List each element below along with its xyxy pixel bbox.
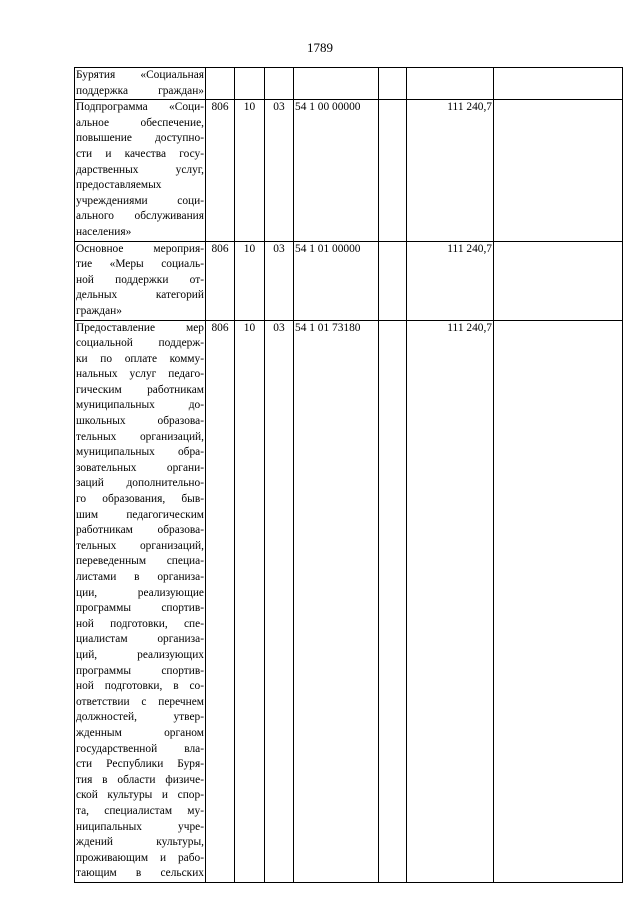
name-line: муниципальных обра- <box>76 446 204 459</box>
extra-cell <box>494 241 623 320</box>
name-line: поддержка граждан» <box>76 84 204 97</box>
extra-cell <box>494 100 623 241</box>
name-line: нальных услуг педаго- <box>76 368 204 381</box>
name-line: жденным органом <box>76 726 204 739</box>
amount-cell: 111 240,7 <box>407 241 494 320</box>
target-article-cell: 54 1 01 00000 <box>294 241 379 320</box>
name-line: повышение доступно- <box>76 132 204 145</box>
page-number: 1789 <box>307 40 333 55</box>
name-line: Основное мероприя- <box>76 242 204 255</box>
budget-table <box>74 67 623 883</box>
target-article-cell <box>294 68 379 100</box>
name-line: муниципальных до- <box>76 399 204 412</box>
subsection-cell: 03 <box>265 241 294 320</box>
name-line: ций, реализующих <box>76 648 204 661</box>
extra-cell <box>494 320 623 882</box>
name-line: работникам образова- <box>76 524 204 537</box>
name-line: тельных организаций, <box>76 430 204 443</box>
section-cell: 10 <box>235 241 265 320</box>
name-line: го образования, быв- <box>76 493 204 506</box>
name-line: программы спортив- <box>76 602 204 615</box>
name-line: проживающим и рабо- <box>76 851 204 864</box>
subsection-cell <box>265 68 294 100</box>
name-line: школьных образова- <box>76 415 204 428</box>
row-name <box>75 100 206 241</box>
name-line: программы спортив- <box>76 664 204 677</box>
expense-type-cell <box>379 68 407 100</box>
name-line: зовательных органи- <box>76 461 204 474</box>
name-line: ной подготовки, в со- <box>76 680 204 693</box>
name-line: сти и качества госу- <box>76 147 204 160</box>
row-name <box>75 320 206 882</box>
amount-cell <box>407 68 494 100</box>
name-line: тающим в сельских <box>76 867 204 880</box>
name-line: листами в организа- <box>76 571 204 583</box>
name-line: переведенным специа- <box>76 555 204 568</box>
target-article-cell: 54 1 00 00000 <box>294 100 379 241</box>
name-line: населения» <box>76 225 132 238</box>
name-line: заций дополнительно- <box>76 477 204 490</box>
table-row <box>75 68 623 100</box>
name-line: граждан» <box>76 304 122 317</box>
name-line: дельных категорий <box>76 289 204 302</box>
name-line: ответствии с перечнем <box>76 695 204 708</box>
name-line: предоставляемых <box>76 179 162 192</box>
name-line: Бурятия «Социальная <box>76 69 204 81</box>
name-line: гическим работникам <box>76 383 204 396</box>
name-line: альное обеспечение, <box>76 116 204 129</box>
name-line: шим педагогическим <box>76 508 204 521</box>
name-line: тие «Меры социаль- <box>76 258 204 271</box>
expense-type-cell <box>379 100 407 241</box>
name-line: государственной вла- <box>76 742 204 755</box>
name-line: ной подготовки, спе- <box>76 617 204 630</box>
table-row <box>75 100 623 241</box>
name-line: циалистам организа- <box>76 633 204 646</box>
target-article-cell: 54 1 01 73180 <box>294 320 379 882</box>
name-line: та, специалистам му- <box>76 804 204 817</box>
expense-type-cell <box>379 320 407 882</box>
row-name <box>75 68 206 100</box>
ministry-cell <box>206 68 235 100</box>
name-line: дарственных услуг, <box>76 163 204 176</box>
expense-type-cell <box>379 241 407 320</box>
subsection-cell: 03 <box>265 100 294 241</box>
name-line: учреждениями соци- <box>76 194 204 207</box>
name-line: социальной поддерж- <box>76 337 204 350</box>
ministry-cell: 806 <box>206 100 235 241</box>
name-line: ской культуры и спор- <box>76 789 204 802</box>
section-cell: 10 <box>235 100 265 241</box>
name-line: тия в области физиче- <box>76 773 204 786</box>
name-line: тельных организаций, <box>76 539 204 552</box>
table-row <box>75 241 623 320</box>
name-line: сти Республики Буря- <box>76 758 204 771</box>
table-row <box>75 320 623 882</box>
ministry-cell: 806 <box>206 241 235 320</box>
amount-cell: 111 240,7 <box>407 100 494 241</box>
amount-cell: 111 240,7 <box>407 320 494 882</box>
name-line: ального обслуживания <box>76 210 204 223</box>
name-line: ждений культуры, <box>76 836 204 849</box>
name-line: ной поддержки от- <box>76 273 204 286</box>
row-name <box>75 241 206 320</box>
section-cell <box>235 68 265 100</box>
subsection-cell: 03 <box>265 320 294 882</box>
name-line: ции, реализующие <box>76 586 204 599</box>
name-line: Подпрограмма «Соци- <box>76 101 204 114</box>
name-line: ниципальных учре- <box>76 820 204 833</box>
section-cell: 10 <box>235 320 265 882</box>
name-line: ки по оплате комму- <box>76 352 204 365</box>
extra-cell <box>494 68 623 100</box>
ministry-cell: 806 <box>206 320 235 882</box>
name-line: Предоставление мер <box>76 321 204 334</box>
name-line: должностей, утвер- <box>76 711 204 724</box>
